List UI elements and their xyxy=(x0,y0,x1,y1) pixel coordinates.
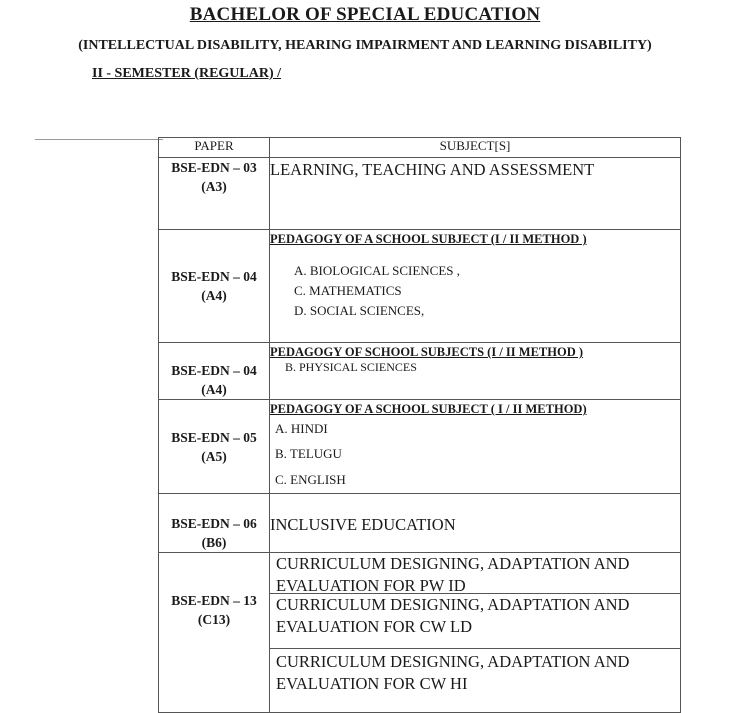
subject-text: CURRICULUM DESIGNING, ADAPTATION AND EVALUATION FOR PW ID xyxy=(270,553,680,594)
table-row xyxy=(159,400,681,494)
paper-subcode: (A4) xyxy=(201,382,227,397)
subject-cell xyxy=(270,158,681,230)
table-row xyxy=(159,553,681,713)
paper-cell xyxy=(159,494,270,553)
paper-code: BSE-EDN – 03 xyxy=(171,160,257,175)
subject-option: A. BIOLOGICAL SCIENCES , xyxy=(294,263,460,278)
table-row xyxy=(159,494,681,553)
paper-subcode: (A4) xyxy=(201,288,227,303)
paper-subcode: (A5) xyxy=(201,448,227,464)
paper-code: BSE-EDN – 05 xyxy=(171,429,257,445)
column-header-subject: SUBJECT[S] xyxy=(270,138,681,158)
subject-option: B. TELUGU xyxy=(275,446,342,461)
subject-cell xyxy=(270,494,681,553)
paper-code: BSE-EDN – 04 xyxy=(171,269,257,284)
subject-text: LEARNING, TEACHING AND ASSESSMENT xyxy=(270,160,595,179)
subject-text: CURRICULUM DESIGNING, ADAPTATION AND EVALUATION FOR CW LD xyxy=(270,594,680,649)
subject-cell xyxy=(270,343,681,400)
document-title: BACHELOR OF SPECIAL EDUCATION xyxy=(189,4,541,25)
subject-option: D. SOCIAL SCIENCES, xyxy=(294,303,425,318)
document-subtitle: (INTELLECTUAL DISABILITY, HEARING IMPAIRMENT AND LEARNING DISABILITY) xyxy=(78,38,652,53)
paper-subcode: (C13) xyxy=(197,612,231,627)
subject-cell xyxy=(270,230,681,343)
column-header-paper: PAPER xyxy=(159,138,270,158)
divider-line xyxy=(35,139,163,140)
subject-heading: PEDAGOGY OF A SCHOOL SUBJECT (I / II METHOD ) xyxy=(270,232,587,246)
paper-cell xyxy=(159,400,270,494)
subject-heading: PEDAGOGY OF SCHOOL SUBJECTS (I / II METHOD ) xyxy=(270,345,584,359)
subject-text: INCLUSIVE EDUCATION xyxy=(270,515,456,534)
paper-cell xyxy=(159,158,270,230)
paper-code: BSE-EDN – 06 xyxy=(171,516,257,531)
subject-cell xyxy=(270,400,681,494)
subject-heading: PEDAGOGY OF A SCHOOL SUBJECT ( I / II METHOD) xyxy=(270,402,587,416)
table-row xyxy=(159,343,681,400)
subject-option: A. HINDI xyxy=(275,421,328,436)
paper-subcode: (A3) xyxy=(201,179,227,194)
table-header-row xyxy=(159,138,681,158)
subject-option: C. ENGLISH xyxy=(275,472,346,487)
subject-text: CURRICULUM DESIGNING, ADAPTATION AND EVALUATION FOR CW HI xyxy=(276,652,630,693)
paper-cell xyxy=(159,553,270,713)
paper-cell xyxy=(159,230,270,343)
paper-cell xyxy=(159,343,270,400)
subjects-table xyxy=(158,137,681,713)
table-row xyxy=(159,230,681,343)
subject-option: B. PHYSICAL SCIENCES xyxy=(285,360,417,374)
paper-subcode: (B6) xyxy=(201,535,227,550)
paper-code: BSE-EDN – 13 xyxy=(171,593,257,608)
subject-option: C. MATHEMATICS xyxy=(294,283,402,298)
table-row xyxy=(159,158,681,230)
paper-code: BSE-EDN – 04 xyxy=(171,363,257,378)
subject-cell xyxy=(270,553,681,713)
semester-label: II - SEMESTER (REGULAR) / xyxy=(92,66,282,81)
